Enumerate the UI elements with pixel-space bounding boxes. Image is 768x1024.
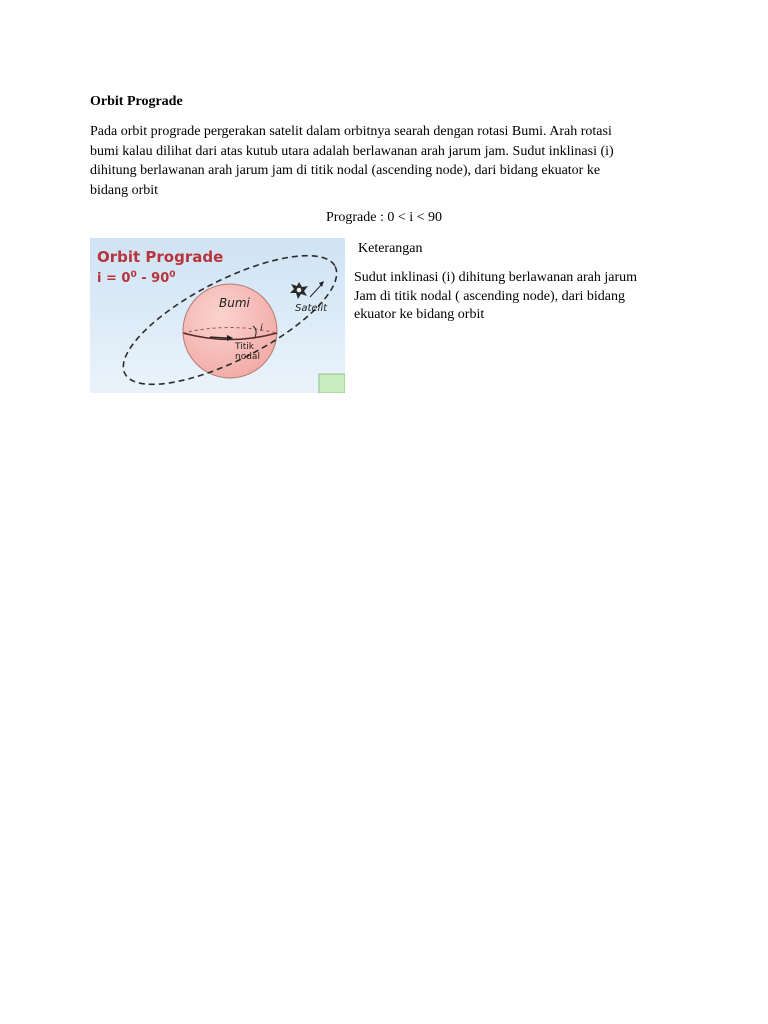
keterangan-body — [354, 269, 684, 325]
prograde-formula: Prograde : 0 < i < 90 — [325, 210, 443, 225]
keterangan-line: ekuator ke bidang orbit — [354, 307, 485, 322]
figure-range: $i = 0^0 - 90^0$ — [97, 270, 176, 286]
paragraph-line: bidang orbit — [90, 182, 159, 198]
section-heading: Orbit Prograde — [90, 94, 183, 109]
keterangan-line: Jam di titik nodal ( ascending node), dari bidang — [354, 288, 625, 304]
angle-label: i — [260, 323, 263, 334]
orbit-diagram — [90, 238, 345, 393]
paragraph-line: Pada orbit prograde pergerakan satelit dalam orbitnya searah dengan rotasi Bumi. Arah rotasi — [90, 124, 612, 139]
earth-label: Bumi — [219, 296, 250, 310]
node-label-line2: nodal — [235, 352, 260, 362]
orbit-prograde-figure — [90, 238, 345, 393]
keterangan-title: Keterangan — [358, 241, 423, 256]
keterangan-line: Sudut inklinasi (i) dihitung berlawanan arah jarum — [354, 270, 638, 285]
satellite-label: Satelit — [295, 303, 328, 314]
figure-title: Orbit Prograde — [97, 248, 224, 266]
body-paragraph — [90, 122, 670, 200]
paragraph-line: bumi kalau dilihat dari atas kutub utara adalah berlawanan arah jarum jam. Sudut inklinasi (i) — [90, 143, 614, 159]
paragraph-line: dihitung berlawanan arah jarum jam di titik nodal (ascending node), dari bidang ekuator ke — [90, 163, 601, 178]
node-label-line1: Titik — [235, 342, 254, 352]
corner-box — [319, 374, 345, 393]
